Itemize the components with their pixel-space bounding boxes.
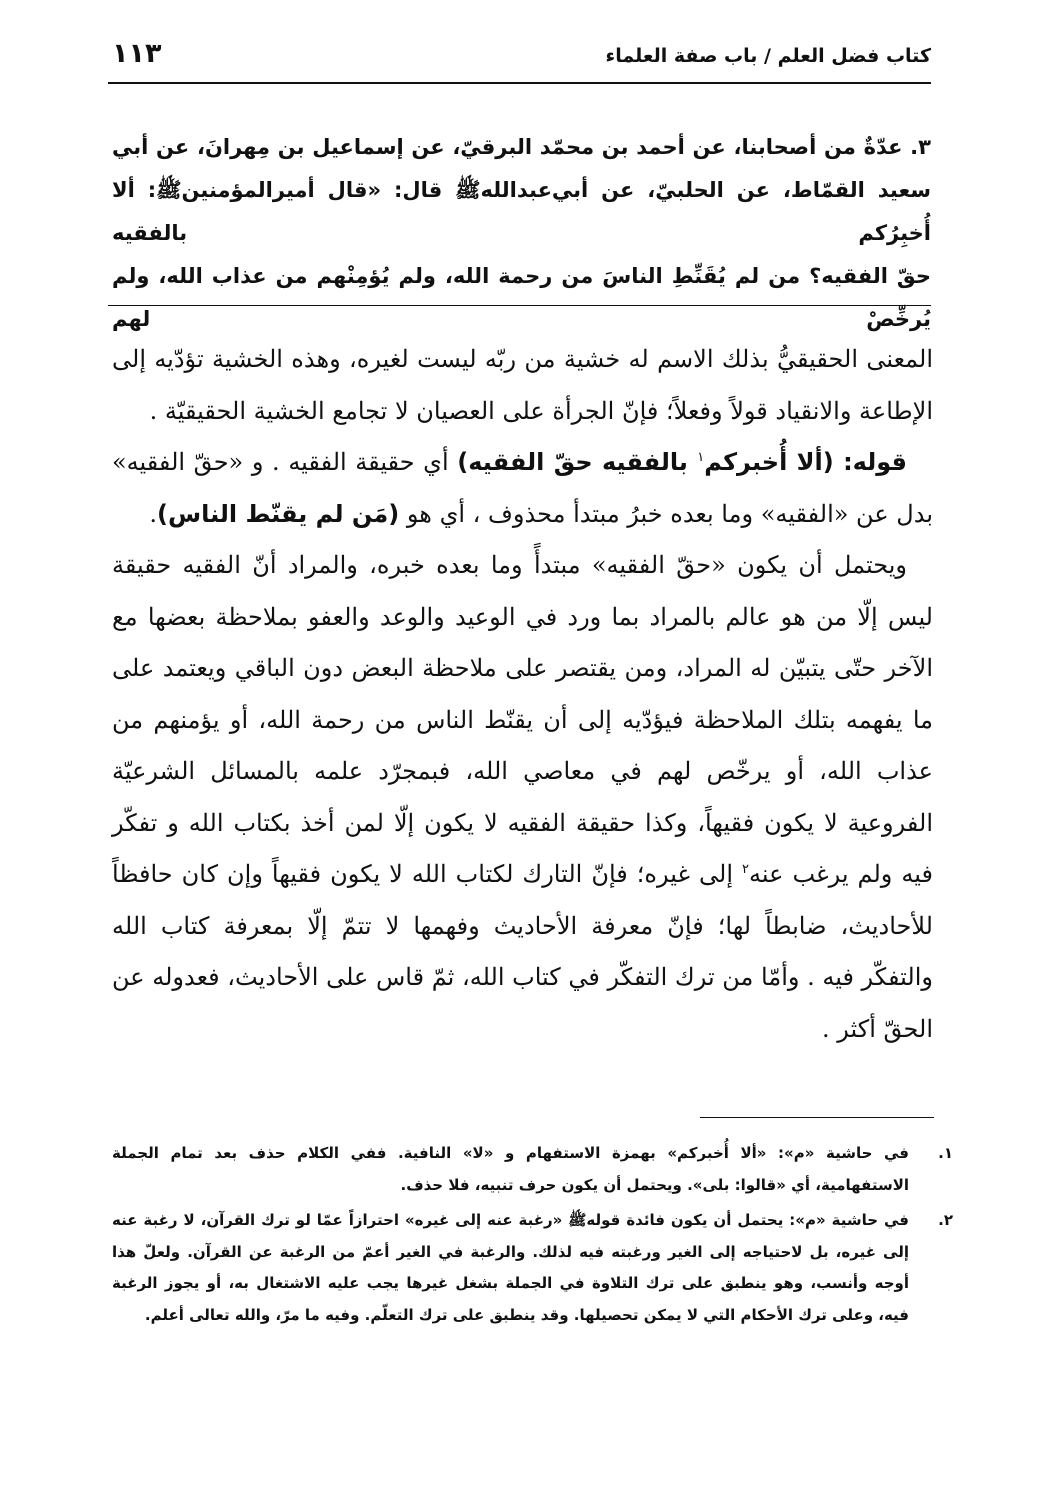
page-number: ١١٣ bbox=[112, 38, 162, 69]
footnote bbox=[112, 1205, 953, 1331]
footnotes bbox=[112, 1138, 953, 1335]
commentary-paragraph: المعنى الحقيقيُّ بذلك الاسم له خشية من ربّه ليست لغيره، وهذه الخشية تؤدّيه إلى الإطاعة والانقياد قولاً وفعلاً؛ فإنّ الجرأة على العصيان لا تجامع الخشية الحقيقيّة . bbox=[112, 345, 933, 425]
commentary-text: ويحتمل أن يكون «حقّ الفقيه» مبتدأً وما بعده خبره، والمراد أنّ الفقيه حقيقة ليس إلّا من هو عالم بالمراد بما ورد في الوعيد والوعد والعفو بملاحظة بعضها مع الآخر حتّى يتبيّن له المراد، ومن يقتصر على ملاحظة البعض دون الباقي ويعتمد على ما يفهمه بتلك الملاحظة فيؤدّيه إلى أن يقنّط الناس من رحمة الله، أو يؤمنهم من عذاب الله، أو يرخّص لهم في معاصي الله، فبمجرّد علمه بالمسائل الشرعيّة الفروعية لا يكون فقيهاً، وكذا حقيقة الفقيه لا يكون إلّا لمن أخذ بكتاب الله و تفكّر فيه ولم يرغب عنه bbox=[112, 551, 934, 888]
header-rule bbox=[108, 82, 931, 84]
commentary-text: . bbox=[149, 499, 157, 528]
quoted-phrase: (ألا أُخبركم bbox=[704, 448, 834, 476]
footnote-rule bbox=[700, 1117, 934, 1118]
section-divider bbox=[108, 305, 931, 306]
quote-label: قوله: bbox=[833, 448, 907, 476]
hadith-line: سعيد القمّاط، عن الحلبيّ، عن أبي‌عبدالله‌ﷺ قال: «قال أميرالمؤمنين‌ﷺ: ألا أُخبِرُكم بالفقيه bbox=[112, 178, 931, 245]
hadith-line: ٣. عدّةٌ من أصحابنا، عن أحمد بن محمّد البرقيّ، عن إسماعيل بن مِهرانَ، عن أبي bbox=[112, 135, 931, 159]
running-header-title: كتاب فضل العلم / باب صفة العلماء bbox=[605, 45, 931, 67]
quoted-phrase: (مَن لم يقنّط الناس) bbox=[157, 499, 400, 528]
commentary-text: أي حقيقة الفقيه . و «حقّ الفقيه» بدل عن «الفقيه» وما بعده خبرُ مبتدأ محذوف ، أي هو bbox=[112, 448, 933, 528]
footnote-number: ١. bbox=[938, 1144, 953, 1162]
commentary-body bbox=[112, 334, 933, 1055]
quoted-phrase: بالفقيه حقّ الفقيه) bbox=[457, 448, 698, 476]
footnote-marker[interactable]: ١ bbox=[697, 450, 705, 465]
commentary-paragraph bbox=[112, 437, 933, 540]
footnote-text: في حاشية «م»: «ألا أُخبركم» بهمزة الاستفهام و «لا» النافية. ففي الكلام حذف بعد تمام الجملة الاستفهامية، أي «قالوا: بلى». ويحتمل أن يكون حرف تنبيه، فلا حذف. bbox=[112, 1144, 909, 1194]
footnote-number: ٢. bbox=[938, 1211, 953, 1229]
hadith-line: حقّ الفقيه؟ من لم يُقَنِّطِ الناسَ من رحمة الله، ولم يُؤمِنْهم من عذاب الله، ولم يُرخِّصْ لهم bbox=[112, 264, 931, 331]
commentary-paragraph bbox=[112, 540, 933, 1055]
footnote bbox=[112, 1138, 953, 1201]
hadith-text bbox=[112, 126, 931, 341]
footnote-marker[interactable]: ٢ bbox=[742, 862, 750, 877]
footnote-text: في حاشية «م»: يحتمل أن يكون فائدة قوله‌ﷺ «رغبة عنه إلى غيره» احترازاً عمّا لو ترك القرآن، لا رغبة عنه إلى غيره، بل لاحتياجه إلى الغير ورغبته فيه لذلك. والرغبة في الغير أعمّ من الرغبة عن القرآن. ولعلّ هذا أوجه وأنسب، وهو ينطبق على ترك التلاوة في الجملة بشغل غيرها يجب عليه الاشتغال به، أو يجوز الرغبة فيه، وعلى ترك الأحكام التي لا يمكن تحصيلها. وقد ينطبق على ترك التعلّم. وفيه ما مرّ، والله تعالى أعلم. bbox=[112, 1211, 909, 1324]
commentary-text: إلى غيره؛ فإنّ التارك لكتاب الله لا يكون فقيهاً وإن كان حافظاً للأحاديث، ضابطاً لها؛ فإنّ معرفة الأحاديث وفهمها لا تتمّ إلّا بمعرفة كتاب الله والتفكّر فيه . وأمّا من ترك التفكّر في كتاب الله، ثمّ قاس على الأحاديث، فعدوله عن الحقّ أكثر . bbox=[112, 860, 933, 1043]
